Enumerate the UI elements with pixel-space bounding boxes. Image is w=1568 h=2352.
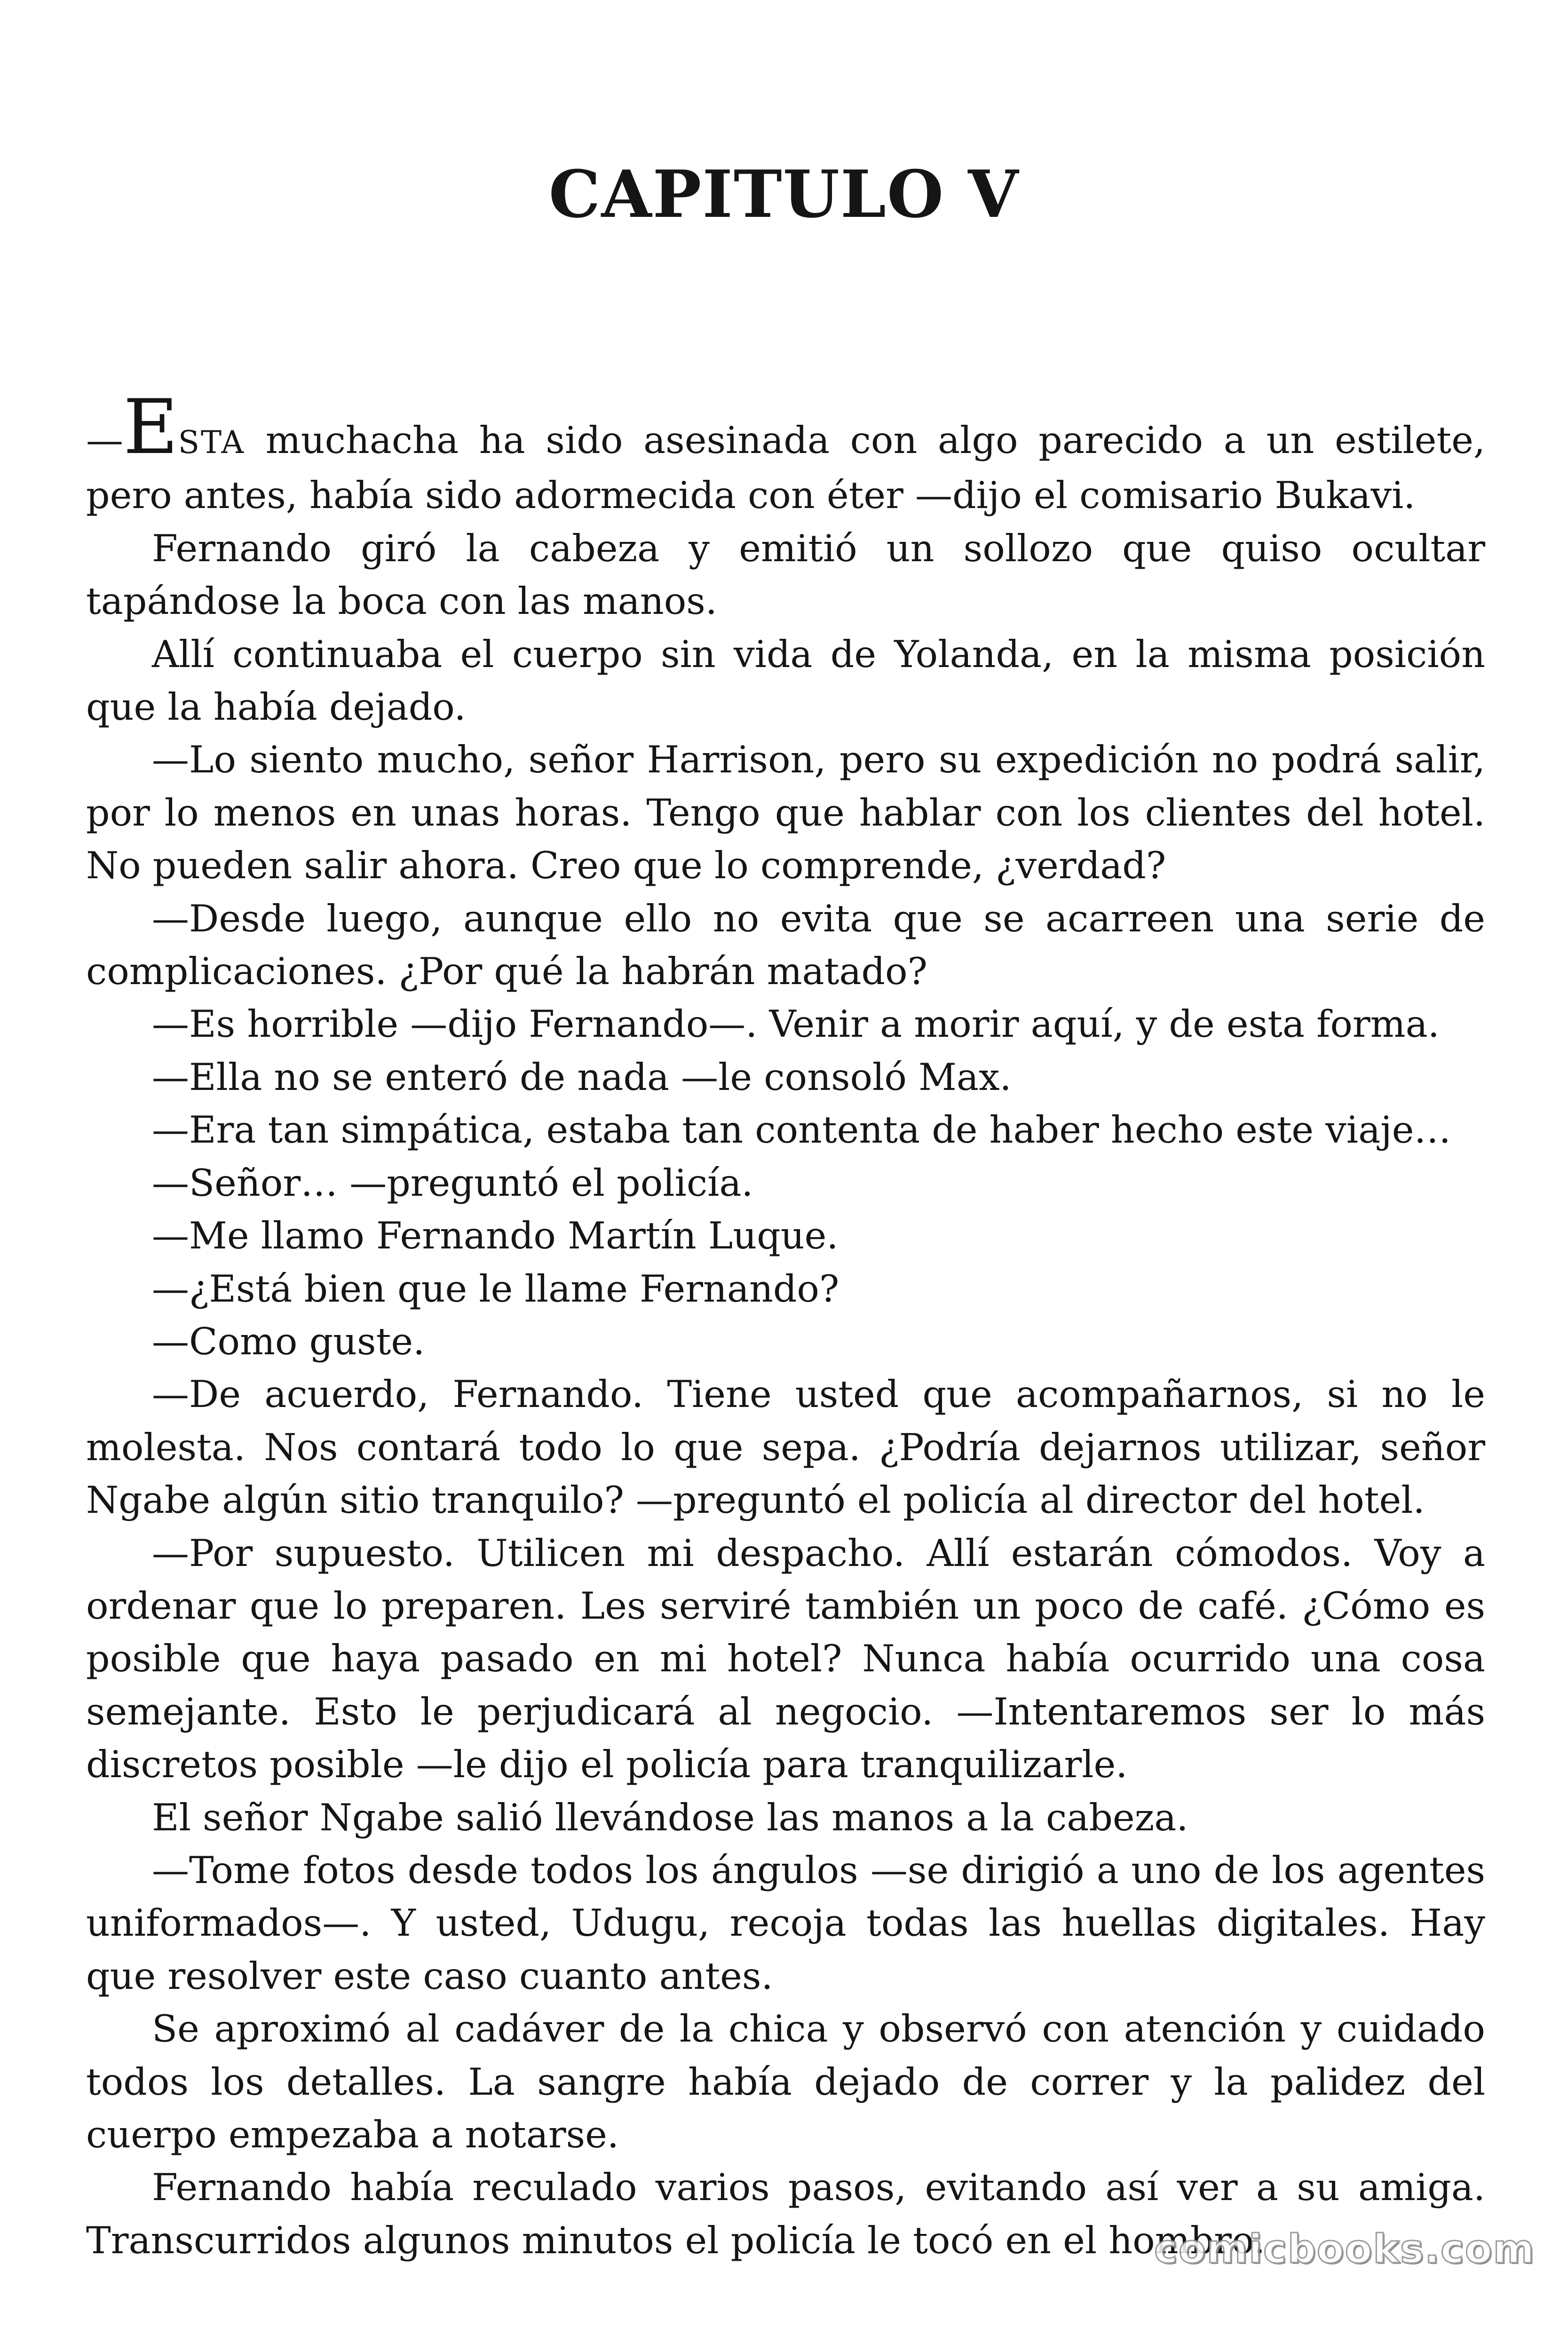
paragraph: El señor Ngabe salió llevándose las manos a la cabeza. <box>152 1796 1188 1839</box>
paragraph: —¿Está bien que le llame Fernando? <box>152 1267 839 1311</box>
body-text <box>86 383 1485 2267</box>
paragraph: —Señor… —preguntó el policía. <box>152 1161 753 1205</box>
drop-cap: E <box>123 383 178 471</box>
opening-dash: — <box>86 419 123 462</box>
small-caps-word: STA <box>178 424 245 461</box>
paragraph: Allí continuaba el cuerpo sin vida de Yolanda, en la misma posición que la había dejado. <box>86 632 1485 729</box>
paragraph: Fernando había reculado varios pasos, evitando así ver a su amiga. Transcurridos algunos minutos el policía le tocó en el hombro. <box>86 2166 1485 2262</box>
opening-text: muchacha ha sido asesinada con algo parecido a un estilete, pero antes, había sido adormecida con éter —dijo el comisario Bukavi. <box>86 419 1485 517</box>
paragraph: —Lo siento mucho, señor Harrison, pero su expedición no podrá salir, por lo menos en unas horas. Tengo que hablar con los clientes del hotel. No pueden salir ahora. Creo que lo comprende, ¿verdad? <box>86 738 1485 888</box>
opening-paragraph <box>86 383 1485 522</box>
paragraph: Fernando giró la cabeza y emitió un sollozo que quiso ocultar tapándose la boca con las manos. <box>86 526 1485 623</box>
paragraph: —Como guste. <box>152 1319 425 1363</box>
paragraph: —De acuerdo, Fernando. Tiene usted que acompañarnos, si no le molesta. Nos contará todo lo que sepa. ¿Podría dejarnos utilizar, señor Ngabe algún sitio tranquilo? —preguntó el policía al director del hotel. <box>86 1373 1485 1522</box>
paragraph: —Tome fotos desde todos los ángulos —se dirigió a uno de los agentes uniformados—. Y usted, Udugu, recoja todas las huellas digitales. Hay que resolver este caso cuanto antes. <box>86 1848 1485 1998</box>
watermark: comicbooks.com <box>1154 2226 1535 2272</box>
paragraph: —Era tan simpática, estaba tan contenta de haber hecho este viaje… <box>152 1108 1451 1152</box>
paragraph: —Es horrible —dijo Fernando—. Venir a morir aquí, y de esta forma. <box>152 1002 1440 1046</box>
paragraph: —Ella no se enteró de nada —le consoló Max. <box>152 1055 1012 1099</box>
chapter-title: CAPITULO V <box>548 156 1020 232</box>
paragraph: —Desde luego, aunque ello no evita que se acarreen una serie de complicaciones. ¿Por qué la habrán matado? <box>86 897 1485 993</box>
paragraph: —Me llamo Fernando Martín Luque. <box>152 1214 839 1258</box>
paragraph: —Por supuesto. Utilicen mi despacho. Allí estarán cómodos. Voy a ordenar que lo preparen. Les serviré también un poco de café. ¿Cómo es posible que haya pasado en mi hotel? Nunca había ocurrido una cosa semejante. Esto le perjudicará al negocio. —Intentaremos ser lo más discretos posible —le dijo el policía para tranquilizarle. <box>86 1531 1485 1787</box>
paragraph: Se aproximó al cadáver de la chica y observó con atención y cuidado todos los detalles. La sangre había dejado de correr y la palidez del cuerpo empezaba a notarse. <box>86 2007 1485 2156</box>
